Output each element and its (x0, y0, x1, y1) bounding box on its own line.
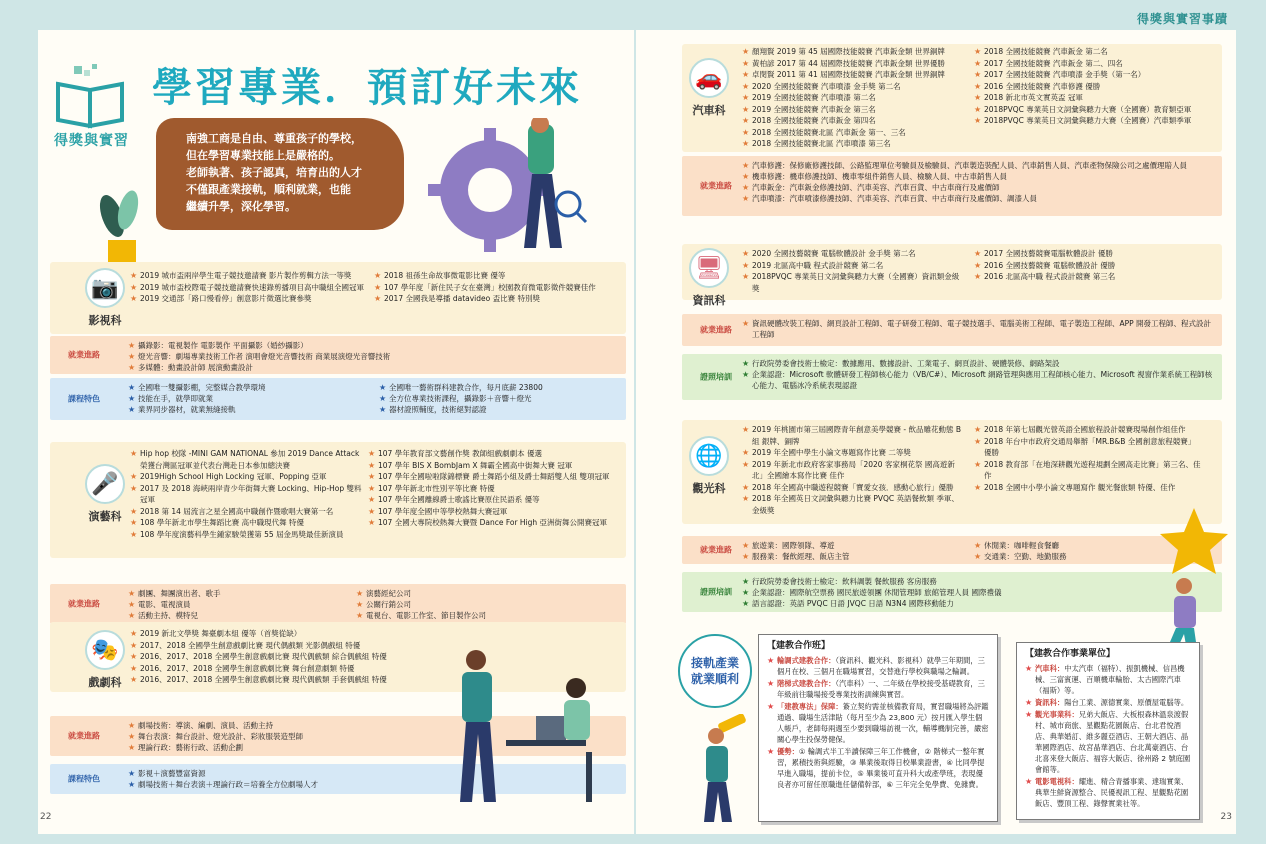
feature-item: ★ 全國唯一藝術群科建教合作，每月底薪 23800 (379, 382, 618, 393)
career-item: ★ 服務業：餐飲經理、飯店主管 (742, 551, 922, 562)
item-label: 資訊科： (1035, 698, 1065, 707)
dept-performing (50, 442, 626, 620)
feature-list (128, 382, 618, 415)
award-item: ★ 2018 全國技能競賽北區 汽車噴漆 第三名 (742, 138, 966, 150)
intro-line: 但在學習專業技能上是嚴格的。 (186, 149, 340, 162)
coop-intro-box (758, 634, 998, 822)
dept-icon-col (80, 268, 130, 328)
box-title: 【建教合作事業單位】 (1025, 649, 1116, 659)
band-label: 證照培訓 (700, 587, 732, 597)
award-item: ★ 2018 第 14 屆流言之星全國高中職創作暨歌唱大賽第一名 (130, 506, 362, 518)
dept-icon-col (684, 436, 734, 496)
award-item: ★ 2016 北區高中職 程式設計競賽 第三名 (974, 271, 1214, 283)
computer-icon: 🖥 (689, 248, 729, 288)
award-item: ★ 卓閔賢 2011 第 41 屆國際技能競賽 汽車鈑金類 世界銅牌 (742, 69, 966, 81)
award-item: ★ 2016 全國技藝競賽 電腦軟體設計 優勝 (974, 260, 1214, 272)
award-item: ★ 108 學年度演藝科學生鍾家駿榮獲第 55 屆金馬獎最佳新演員 (130, 529, 362, 541)
award-item: ★ 2018 年全國英日文詞彙與聽力比賽 PVQC 英語餐飲類 季軍、金級獎 (742, 493, 964, 516)
career-band (682, 314, 1222, 346)
coop-intro-item (767, 678, 989, 700)
coop-units-list (1025, 663, 1191, 809)
award-item: ★ 2018PVQC 專業英日文詞彙與聽力大賽（全國賽）資訊類金級獎 (742, 271, 962, 294)
cert-list (742, 358, 1214, 391)
dept-name: 戲劇科 (88, 676, 122, 689)
right-page (636, 30, 1236, 834)
page-number: 22 (40, 812, 52, 822)
career-item: ★ 活動主持、模特兒 (128, 610, 326, 621)
section-caption: 得獎與實習 (54, 133, 129, 149)
award-item: ★ 107 學年全國離線爵士歌謠比賽原住民語系 優等 (368, 494, 618, 506)
item-text: 兄弟大飯店、大板根森林溫泉渡假村、城市商旅、星觀點花園飯店、台北君悅酒店、典華婚訂、維多麗亞酒店、王朝大酒店、晶華國際酒店、故宮晶華酒店、台北萬豪酒店、台北喜來登大飯店、福容大飯店、徐州路 2 號庭園會館等。 (1035, 710, 1191, 774)
award-item: ★ 2018 新北市英文實英盃 冠軍 (974, 92, 1214, 104)
item-label: 輪調式建教合作： (777, 656, 836, 665)
award-list (742, 248, 962, 294)
dept-icon-col (684, 248, 734, 308)
career-item: ★ 機車修護：機車修護技師、機車零組件銷售人員、檢驗人員、中古車銷售人員 (742, 171, 1214, 182)
intro-line: 繼續升學，深化學習。 (186, 200, 296, 213)
award-item: ★ 108 學年新北市學生舞蹈比賽 高中職現代舞 特優 (130, 517, 362, 529)
dept-film (50, 262, 626, 438)
coop-intro-item (767, 746, 989, 790)
coop-unit-item (1025, 709, 1191, 775)
career-item: ★ 劇團、舞團演出者、歌手 (128, 588, 326, 599)
cert-item: ★ 語言認證：英語 PVQC 日語 JVQC 日語 N3N4 國際移動能力 (742, 598, 1142, 609)
item-text: （汽車科）一、二年級在學校接受基礎教育，三年級前往職場接受專業技術訓練與實習。 (777, 679, 985, 699)
award-list (130, 270, 368, 305)
award-item: ★ 2020 全國技能競賽 汽車噴漆 金手獎 第二名 (742, 81, 966, 93)
camera-icon: 📷 (85, 268, 125, 308)
award-item: ★ 2017 全國技能競賽 汽車噴漆 金手獎（第一名） (974, 69, 1214, 81)
item-text: 陽台工業、源德實業、原價屋電腦等。 (1064, 698, 1189, 707)
dept-name: 觀光科 (692, 482, 726, 495)
career-item: ★ 攝錄影：電視製作 電影製作 平面攝影（婚紗攝影） (128, 340, 618, 351)
feature-list (128, 768, 426, 790)
career-item: ★ 汽車修護：保修廠修護技師、公路監理單位考驗員及檢驗員、汽車製造裝配人員、汽車銷售人員、汽車產物保險公司之處價理賠人員 (742, 160, 1214, 171)
band-label: 課程特色 (68, 394, 100, 404)
award-list (130, 628, 430, 686)
item-text: 簽立契約需並核備教育局，實習職場將為評鑑通過、職場生活津貼（每月至少為 23,800 元）按月匯入學生個人帳戶，老師每兩週至少要到職場訪視一次，輔導機制完善，嚴密關心學生投保勞健保。 (777, 702, 989, 744)
award-item: ★ 107 學年度全國中等學校熱舞大賽冠軍 (368, 506, 618, 518)
career-item: ★ 劇場技術：導演、編劇、演員、活動主持 (128, 720, 426, 731)
career-band (682, 156, 1222, 216)
cert-item: ★ 行政院勞委會技術士檢定：飲料調製 餐飲服務 客房服務 (742, 576, 1142, 587)
award-item: ★ 黃柏諺 2017 第 44 屆國際技能競賽 汽車鈑金類 世界優勝 (742, 58, 966, 70)
award-item: ★ 2017 全國我是導播 datavideo 盃比賽 特別獎 (374, 293, 614, 305)
award-item: ★ 107 學年 BIS X BombJam X 舞霸全國高中街舞大賽 冠軍 (368, 460, 618, 472)
intro-line: 南強工商是自由、尊重孩子的學校， (186, 132, 362, 145)
award-item: ★ 2018 年第七屆觀光營英語全國旅程設計競賽現場創作組佳作 (974, 424, 1202, 436)
award-item: ★ 2019 北區高中職 程式設計競賽 第二名 (742, 260, 962, 272)
cert-list (742, 576, 1142, 609)
career-item: ★ 交通業：空勤、地勤服務 (974, 551, 1214, 562)
cert-band (682, 572, 1222, 612)
award-item: ★ 2017 全國技能競賽 汽車鈑金 第二、四名 (974, 58, 1214, 70)
dept-name: 影視科 (88, 314, 122, 327)
feature-item: ★ 技能在手，就學即就業 (128, 393, 367, 404)
running-head: 得獎與實習事蹟 (1136, 12, 1228, 26)
coop-unit-item (1025, 776, 1191, 809)
award-list (974, 46, 1214, 127)
career-list (742, 318, 1214, 340)
award-item: ★ 2016、2017、2018 全國學生創意戲劇比賽 現代偶戲類 手套偶戲組 特優 (130, 674, 430, 686)
coop-intro-item (767, 655, 989, 677)
award-item: ★ 2018 全國中小學小論文專題寫作 觀光餐旅類 特優、佳作 (974, 482, 1202, 494)
award-item: ★ 2019 年全國中學生小論文專題寫作比賽 二等獎 (742, 447, 964, 459)
award-item: ★ 2017 及 2018 海峽兩岸青少年街舞大賽 Locking、Hip-Hop 雙料冠軍 (130, 483, 362, 506)
band-label: 課程特色 (68, 774, 100, 784)
award-item: ★ 2016、2017、2018 全國學生創意戲劇比賽 現代偶戲類 綜合偶戲組 特優 (130, 651, 430, 663)
coop-intro-item (767, 701, 989, 745)
award-list (974, 424, 1202, 493)
intro-bubble (156, 118, 404, 230)
career-item: ★ 汽車鈑金：汽車鈑金修護技師、汽車美容、汽車百貨、中古車商行及處價師 (742, 182, 1214, 193)
page-number: 23 (1220, 812, 1232, 822)
intro-line: 不僅跟產業接軌，順利就業，也能 (186, 183, 351, 196)
page-title: 學習專業．預訂好未來 (152, 65, 582, 111)
career-item: ★ 電影、電視演員 (128, 599, 326, 610)
industry-tag-line: 接軌產業 (690, 656, 739, 670)
car-icon: 🚗 (689, 58, 729, 98)
feature-item: ★ 劇場技術＋舞台表演＋理論行政＝培養全方位劇場人才 (128, 779, 426, 790)
coop-unit-item (1025, 663, 1191, 696)
career-item: ★ 燈光音響：劇場專業技術工作者 演唱會燈光音響技術 商業展演燈光音響技術 (128, 351, 618, 362)
band-label: 就業進路 (68, 350, 100, 360)
award-item: ★ 2019 全國技能競賽 汽車鈑金 第三名 (742, 104, 966, 116)
item-label: 電影電視科： (1035, 777, 1079, 786)
award-item: ★ 2016 全國技能競賽 汽車修護 優勝 (974, 81, 1214, 93)
career-list (128, 720, 426, 753)
career-item: ★ 汽車噴漆：汽車噴漆修護技師、汽車美容、汽車百貨、中古車商行及處價師、調漆人員 (742, 193, 1214, 204)
coop-units-box (1016, 642, 1200, 820)
award-item: ★ 2019 城市盃校際電子競技邀請賽快速錄剪播項目高中職組全國冠軍 (130, 282, 368, 294)
award-item: ★ 107 學年新北市性別平等比賽 特優 (368, 483, 618, 495)
award-item: ★ 2018 年台中市政府交通局舉辦「MR.B&B 全國創意旅程競賽」優勝 (974, 436, 1202, 459)
dept-icon-col (80, 630, 130, 690)
award-item: ★ 2019 年桃園市第三屆國際青年創意美學競賽 - 飲品雕花動態 B 組 銀牌、銅牌 (742, 424, 964, 447)
award-item: ★ 2019 交通部「路口慢看停」創意影片徵選比賽參獎 (130, 293, 368, 305)
career-list (742, 540, 922, 562)
cert-band (682, 354, 1222, 400)
band-label: 證照培訓 (700, 372, 732, 382)
plant-illustration-icon (96, 190, 146, 262)
box-title: 【建教合作班】 (767, 641, 831, 651)
cert-item: ★ 企業認證：國際航空票務 國民旅遊領團 休閒管理師 旅館管理人員 國際禮儀 (742, 587, 1142, 598)
career-list (128, 340, 618, 373)
item-label: 階梯式建教合作： (777, 679, 836, 688)
dept-tourism (682, 420, 1222, 650)
item-label: 觀光事業科： (1035, 710, 1079, 719)
feature-item: ★ 器材證照輔度，技術絕對認證 (379, 404, 618, 415)
dept-icon-col (684, 58, 734, 118)
award-item: ★ 2019High School High Locking 冠軍、Popping 亞軍 (130, 471, 362, 483)
feature-item: ★ 影視＋演藝豐富資源 (128, 768, 426, 779)
award-list (742, 424, 964, 516)
career-item: ★ 休閒業：咖啡輕食餐廳 (974, 540, 1214, 551)
dept-name: 演藝科 (88, 510, 122, 523)
industry-tag-line: 就業順利 (690, 672, 739, 686)
career-item: ★ 旅遊業：國際領隊、導遊 (742, 540, 922, 551)
award-item: ★ 107 學年度「新住民子女在臺灣」校園教育微電影徵件競賽佳作 (374, 282, 614, 294)
career-item: ★ 演藝經紀公司 (356, 588, 618, 599)
award-item: ★ 2018 年全國高中職遊程競賽「寶愛女孩．感動心旅行」優勝 (742, 482, 964, 494)
left-page (38, 30, 634, 834)
dept-name: 汽車科 (692, 104, 726, 117)
band-label: 就業進路 (68, 599, 100, 609)
award-item: ★ 107 學年教育部文藝創作獎 教師組戲劇劇本 優選 (368, 448, 618, 460)
coop-intro-list (767, 655, 989, 790)
award-item: ★ 2019 全國技能競賽 汽車噴漆 第二名 (742, 92, 966, 104)
career-list (128, 588, 326, 621)
band-label: 就業進路 (700, 545, 732, 555)
item-text: 耀進、精合青播事業、達瑞實業、典華生鮮資源整合、民優視訊工程、星觀點花園飯店、豐頂工程、錄聲實業社等。 (1035, 777, 1189, 808)
item-text: 中太汽車（福特）、振凱機械、信昌機械、三富賓運、百順機車輪胎、太古國際汽車（福斯）等。 (1035, 664, 1185, 695)
career-item: ★ 資訊硬體改裝工程師、網頁設計工程師、電子研發工程師、電子競技選手、電腦美術工程師、電子製造工程師、APP 開發工程師、程式設計工程師 (742, 318, 1214, 340)
telescope-person-illustration-icon (696, 714, 754, 824)
career-band (682, 536, 1222, 564)
career-item: ★ 多媒體：動畫設計師 展演動畫設計 (128, 362, 618, 373)
cert-item: ★ 行政院勞委會技術士檢定：數據應用、數據設計、工業電子、網頁設計、硬體裝修、網路架設 (742, 358, 1214, 369)
item-label: 汽車科： (1035, 664, 1065, 673)
star-person-illustration-icon (1148, 508, 1228, 658)
dept-name: 資訊科 (692, 294, 726, 307)
coop-unit-item (1025, 697, 1191, 708)
item-label: 「建教專法」保障： (777, 702, 843, 711)
award-item: ★ Hip hop 校隊 -MINI GAM NATIONAL 參加 2019 Dance Attack 榮獲台灣區冠軍並代表台灣赴日本參加總決賽 (130, 448, 362, 471)
award-item: ★ 2017 全國技藝競賽電腦軟體設計 優勝 (974, 248, 1214, 260)
career-list (742, 160, 1214, 204)
award-item: ★ 顏翔賢 2019 第 45 屆國際技能競賽 汽車鈑金類 世界銅牌 (742, 46, 966, 58)
award-list (742, 46, 966, 150)
globe-icon: 🌐 (689, 436, 729, 476)
cert-item: ★ 企業認證：Microsoft 軟體研發工程師核心能力（VB/C#）、Microsoft 網路管理與應用工程師核心能力、Microsoft 視窗作業系統工程師核心能力、電腦冰冷系統表現認證 (742, 369, 1214, 391)
award-list (368, 448, 618, 529)
award-item: ★ 2019 年新北市政府客家事務局「2020 客家桐花祭 國高遊新北」全國繪本寫作比賽 佳作 (742, 459, 964, 482)
dept-info (682, 244, 1222, 424)
award-item: ★ 2018 全國技能競賽北區 汽車鈑金 第一、三名 (742, 127, 966, 139)
career-band (50, 584, 626, 624)
item-label: 優勢： (777, 747, 799, 756)
award-item: ★ 2017、2018 全國學生創意戲劇比賽 現代偶戲類 光影偶戲組 特優 (130, 640, 430, 652)
band-label: 就業進路 (68, 731, 100, 741)
dept-auto (682, 44, 1222, 224)
item-text: （資訊科、觀光科、影視科）就學三年期間，三個月在校、三個月在職場實習，交替進行學校與職場之輪調。 (777, 656, 985, 676)
award-list (974, 248, 1214, 283)
career-item: ★ 理論行政：藝術行政、活動企劃 (128, 742, 426, 753)
item-text: ① 輪調式半工半讀保障三年工作機會，② 階梯式一整年實習，累積技術與經驗，③ 畢業後取得日校畢業證書，④ 比同學提早進入職場，提前卡位，⑤ 畢業後可直升科大或產學班，表現優良者亦可留任原職進任儲備幹部，⑥ 三年完全免學費、免雜費。 (777, 747, 985, 789)
microphone-icon: 🎤 (85, 464, 125, 504)
intro-line: 老師執著、孩子認真，培育出的人才 (186, 166, 362, 179)
award-item: ★ 2018PVQC 專業英日文詞彙與聽力大賽（全國賽）汽車類季軍 (974, 115, 1214, 127)
award-item: ★ 2018 全國技能競賽 汽車鈑金 第四名 (742, 115, 966, 127)
award-item: ★ 2018 全國技能競賽 汽車鈑金 第二名 (974, 46, 1214, 58)
award-item: ★ 2018PVQC 專業英日文詞彙與聽力大賽（全國賽）教育類亞軍 (974, 104, 1214, 116)
award-item: ★ 2018 教育部「在地深耕觀光遊程規劃全國高走比賽」第三名、佳作 (974, 459, 1202, 482)
gear-worker-illustration-icon (428, 118, 598, 268)
award-item: ★ 2020 全國技藝競賽 電腦軟體設計 金手獎 第二名 (742, 248, 962, 260)
feature-item: ★ 全方位專業技術課程，攝錄影＋音響＋燈光 (379, 393, 618, 404)
award-list (374, 270, 614, 305)
industry-tag (678, 634, 752, 708)
award-list (130, 448, 362, 540)
award-item: ★ 107 全國大專院校熱舞大賽暨 Dance For High 亞洲街舞公開賽冠軍 (368, 517, 618, 529)
theatre-masks-icon: 🎭 (85, 630, 125, 670)
award-item: ★ 2019 城市盃兩岸學生電子競技邀請賽 影片製作剪輯方法一等獎 (130, 270, 368, 282)
band-label: 就業進路 (700, 325, 732, 335)
feature-item: ★ 業界同步器材，就業無縫接軌 (128, 404, 367, 415)
career-band (50, 336, 626, 374)
career-item: ★ 電視台、電影工作室、節目製作公司 (356, 610, 618, 621)
feature-band (50, 378, 626, 420)
award-item: ★ 107 學年全國啦啦隊錦標賽 爵士舞蹈小組及爵士舞蹈雙人組 雙項冠軍 (368, 471, 618, 483)
award-item: ★ 2019 新北文學獎 舞臺劇本組 優等（首獎從缺） (130, 628, 430, 640)
dept-icon-col (80, 464, 130, 524)
career-item: ★ 舞台表演：舞台設計、燈光設計、彩妝服裝造型師 (128, 731, 426, 742)
meeting-people-illustration-icon (436, 642, 616, 812)
band-label: 就業進路 (700, 181, 732, 191)
award-item: ★ 2016、2017、2018 全國學生創意戲劇比賽 舞台創意劇類 特優 (130, 663, 430, 675)
feature-item: ★ 全國唯一雙攝影棚，完整媒合教學環境 (128, 382, 367, 393)
career-item: ★ 公關行銷公司 (356, 599, 618, 610)
award-item: ★ 2018 祖孫生命故事微電影比賽 優等 (374, 270, 614, 282)
career-list (356, 588, 618, 621)
